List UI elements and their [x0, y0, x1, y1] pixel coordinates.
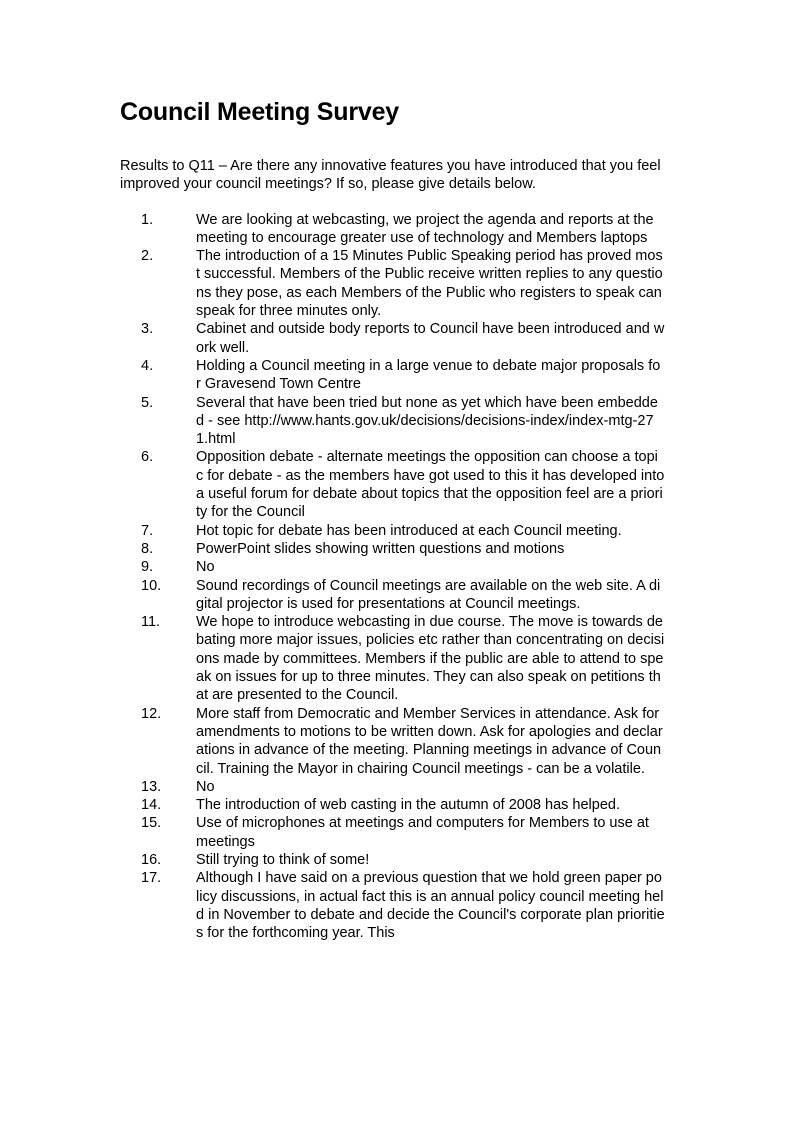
- list-item-text: Although I have said on a previous question that we hold green paper policy discussions, in actual fact this is an annual policy council meeting held in November to debate and decide the Council's corporate plan priorities for the forthcoming year. This: [196, 870, 665, 942]
- list-item-number: 4.: [141, 357, 154, 374]
- list-item-text: Opposition debate - alternate meetings the opposition can choose a topic for debate - as the members have got used to this it has developed into a useful forum for debate about topics that the opposition feel are a priority for the Council: [196, 449, 665, 521]
- list-item: [120, 320, 665, 357]
- list-item-number: 13.: [141, 778, 162, 795]
- list-item-text: No: [196, 778, 215, 795]
- list-item: [120, 851, 665, 869]
- list-item-text: No: [196, 559, 215, 576]
- list-item-text: Use of microphones at meetings and computers for Members to use at meetings: [196, 815, 649, 850]
- list-item-number: 12.: [141, 705, 162, 722]
- list-item-text: PowerPoint slides showing written questions and motions: [196, 540, 565, 557]
- document-page: [120, 96, 665, 942]
- list-item-text: Sound recordings of Council meetings are available on the web site. A digital projector is used for presentations at Council meetings.: [196, 577, 661, 612]
- list-item-text: The introduction of web casting in the autumn of 2008 has helped.: [196, 797, 621, 814]
- list-item: [120, 540, 665, 558]
- list-item: [120, 778, 665, 796]
- list-item-number: 5.: [141, 394, 154, 411]
- list-item-text: Holding a Council meeting in a large venue to debate major proposals for Gravesend Town Centre: [196, 357, 661, 393]
- list-item: [120, 357, 665, 394]
- list-item-number: 16.: [141, 851, 162, 868]
- list-item: [120, 796, 665, 814]
- list-item: [120, 613, 665, 704]
- list-item: [120, 869, 665, 942]
- list-item-number: 2.: [141, 248, 154, 265]
- list-item-number: 7.: [141, 522, 154, 539]
- list-item: [120, 247, 665, 320]
- list-item-number: 9.: [141, 559, 154, 576]
- list-item: [120, 211, 665, 248]
- list-item-number: 15.: [141, 815, 162, 832]
- list-item: [120, 558, 665, 576]
- list-item-text: We are looking at webcasting, we project the agenda and reports at the meeting to encourage greater use of technology and Members laptops: [196, 211, 654, 246]
- list-item: [120, 448, 665, 521]
- list-item-number: 10.: [141, 577, 162, 594]
- list-item: [120, 522, 665, 540]
- document-title: Council Meeting Survey: [120, 98, 399, 126]
- list-item-text: Several that have been tried but none as yet which have been embedded - see http://www.hants.gov.uk/decisions/decisions-index/index-mtg-271.html: [196, 394, 658, 448]
- list-item-number: 6.: [141, 449, 154, 466]
- list-item-text: More staff from Democratic and Member Services in attendance. Ask for amendments to motions to be written down. Ask for apologies and declarations in advance of the meeting. Planning meetings in advance of Council. Training the Mayor in chairing Council meetings - can be a volatile.: [196, 705, 663, 777]
- list-item-number: 14.: [141, 797, 162, 814]
- list-item: [120, 577, 665, 614]
- list-item-text: Still trying to think of some!: [196, 851, 370, 868]
- answers-list: [120, 211, 665, 943]
- list-item-number: 17.: [141, 870, 162, 887]
- list-item-number: 11.: [141, 614, 161, 631]
- list-item-number: 1.: [141, 211, 154, 228]
- question-intro: Results to Q11 – Are there any innovative features you have introduced that you feel improved your council meetings? If so, please give details below.: [120, 158, 661, 193]
- list-item: [120, 394, 665, 449]
- list-item-text: Hot topic for debate has been introduced at each Council meeting.: [196, 522, 622, 539]
- list-item-number: 3.: [141, 321, 154, 338]
- list-item-text: The introduction of a 15 Minutes Public Speaking period has proved most successful. Members of the Public receive written replies to any questions they pose, as each Members of the Public who registers to speak can speak for three minutes only.: [196, 248, 663, 320]
- list-item: [120, 814, 665, 851]
- list-item-text: Cabinet and outside body reports to Council have been introduced and work well.: [196, 321, 665, 356]
- list-item-number: 8.: [141, 540, 154, 557]
- list-item-text: We hope to introduce webcasting in due course. The move is towards debating more major issues, policies etc rather than concentrating on decisions made by committees. Members if the public are able to attend to speak on issues for up to three minutes. They can also speak on petitions that are presented to the Council.: [196, 614, 665, 704]
- list-item: [120, 705, 665, 778]
